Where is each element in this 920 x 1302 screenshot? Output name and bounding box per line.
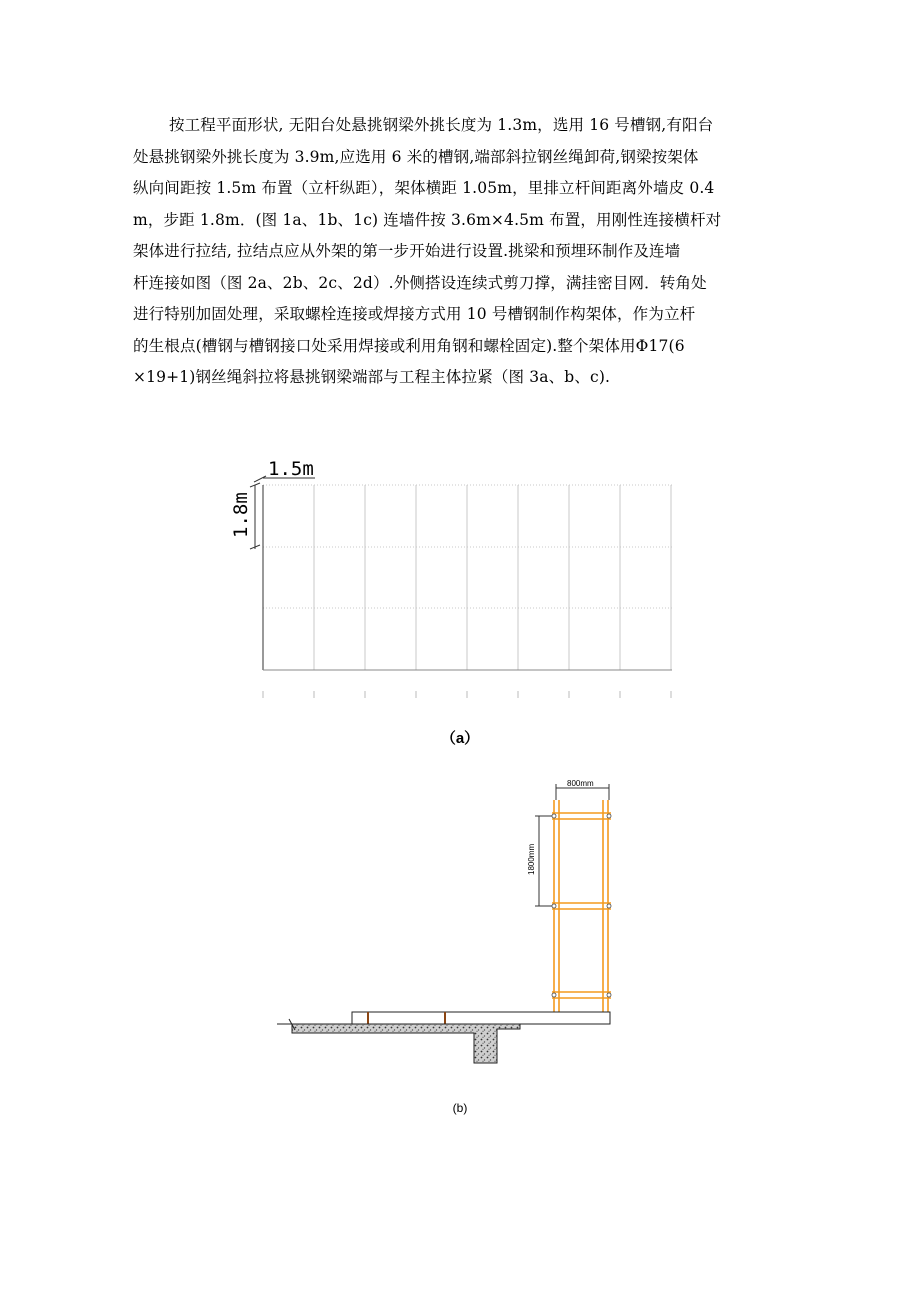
figure-b-section: [0, 760, 920, 1090]
paragraph-line: 的生根点(槽钢与槽钢接口处采用焊接或利用角钢和螺栓固定).整个架体用Φ17(6: [133, 336, 685, 355]
paragraph-line: 纵向间距按 1.5m 布置（立杆纵距），架体横距 1.05m，里排立杆间距离外墙皮 0.4: [133, 179, 715, 197]
body-paragraph: [133, 110, 793, 394]
paragraph-line: m，步距 1.8m．(图 1a、1b、1c) 连墙件按 3.6m×4.5m 布置，用刚性连接横杆对: [133, 210, 722, 229]
step-height-label: 1.8m: [230, 492, 252, 538]
paragraph-line: 杆连接如图（图 2a、2b、2c、2d）.外侧搭设连续式剪刀撑，满挂密目网．转角处: [133, 273, 707, 292]
figure-a-caption: （a）: [440, 730, 480, 747]
paragraph-line: 架体进行拉结, 拉结点应从外架的第一步开始进行设置.挑梁和预埋环制作及连墙: [133, 242, 681, 260]
paragraph-line: 进行特别加固处理，采取螺栓连接或焊接方式用 10 号槽钢制作构架体，作为立杆: [133, 305, 696, 323]
cantilever-steel-beam: [352, 1012, 610, 1024]
grid-frame: [263, 485, 672, 670]
paragraph-line: 处悬挑钢梁外挑长度为 3.9m,应选用 6 米的槽钢,端部斜拉钢丝绳卸荷,钢梁按架体: [133, 147, 699, 166]
paragraph-line: ×19+1)钢丝绳斜拉将悬挑钢梁端部与工程主体拉紧（图 3a、b、c).: [133, 368, 611, 386]
dimension-marks: [250, 476, 315, 549]
spacing-label: 1.5m: [268, 458, 314, 480]
ground-ticks: [263, 691, 671, 698]
figure-b-caption: (b): [452, 1101, 468, 1115]
grid-lines: [263, 485, 672, 670]
coupler-nodes: [552, 814, 611, 997]
height-label: 1800mm: [527, 843, 536, 875]
paragraph-line: 按工程平面形状, 无阳台处悬挑钢梁外挑长度为 1.3m，选用 16 号槽钢,有阳台: [169, 116, 714, 134]
width-label: 800mm: [567, 779, 594, 788]
height-dimension: [535, 816, 554, 906]
concrete-slab: [292, 1024, 520, 1063]
scaffold-frame: [552, 800, 611, 1012]
